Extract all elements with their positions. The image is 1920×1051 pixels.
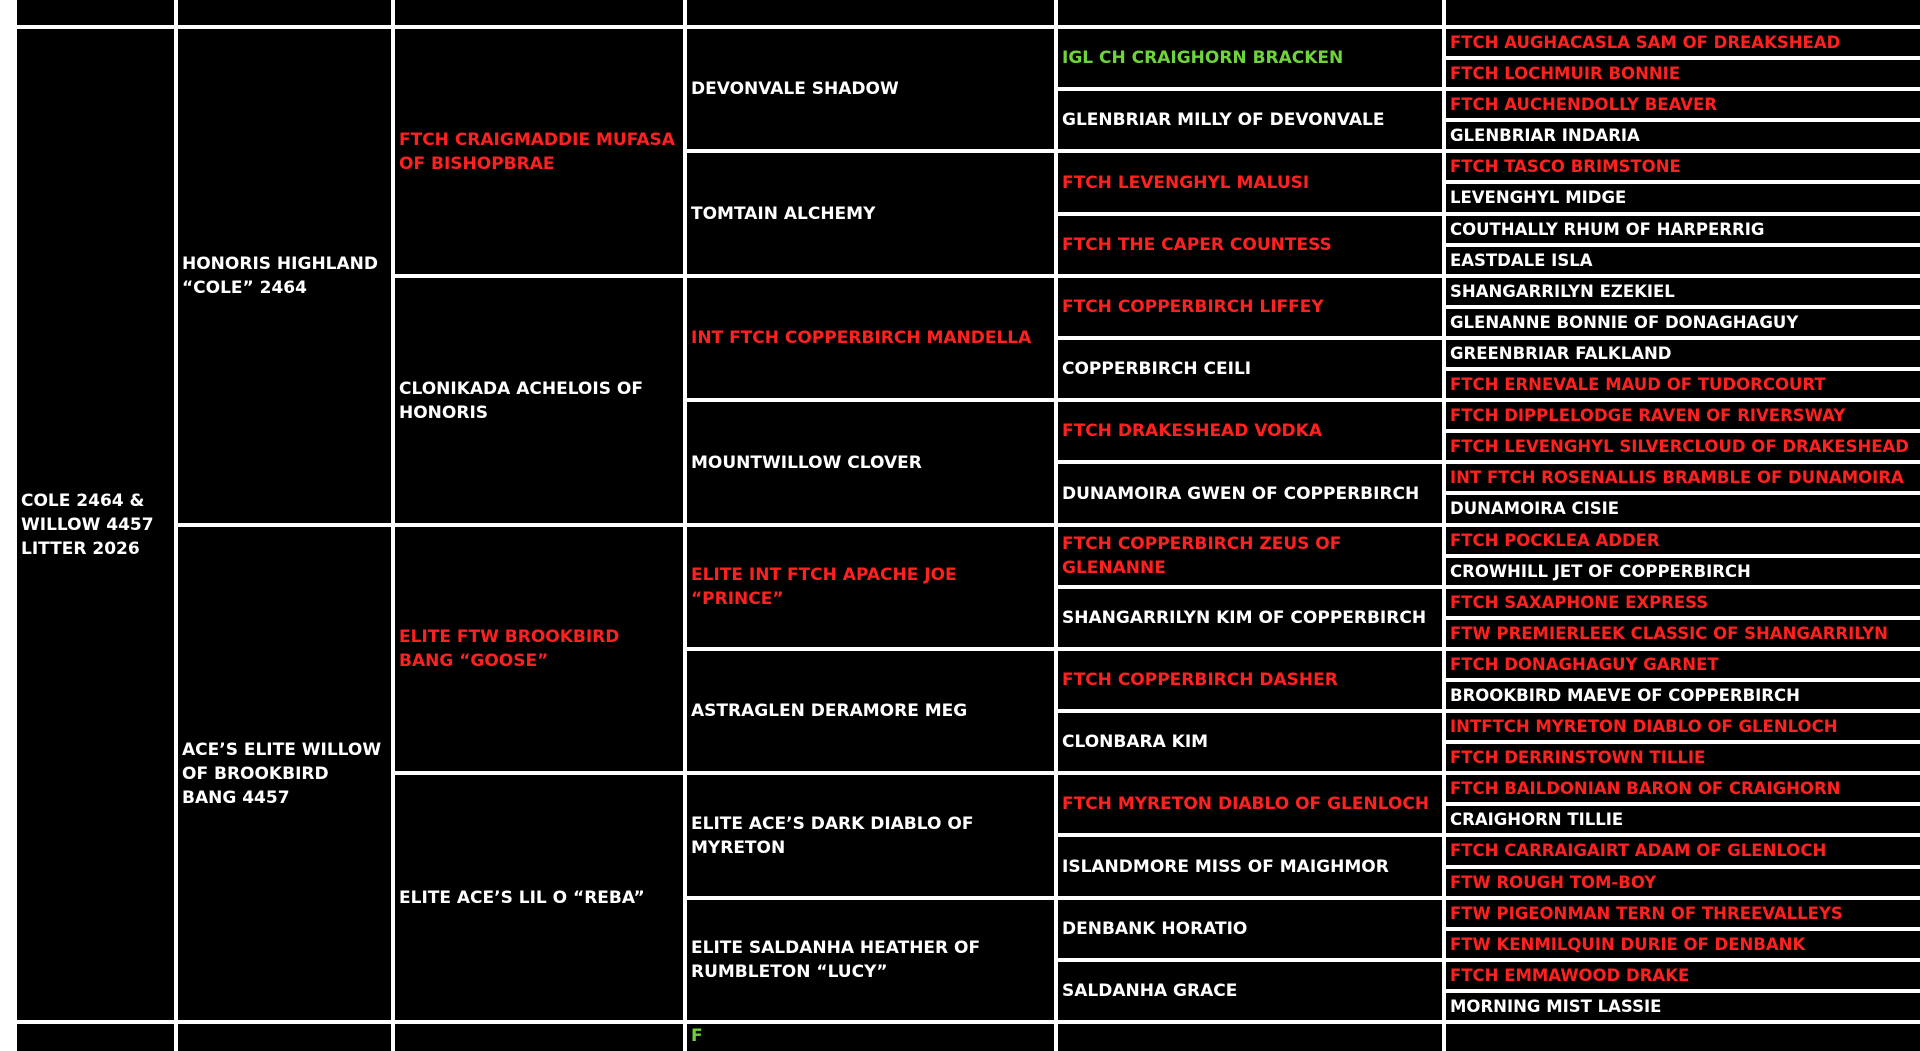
generation-4-cell	[1058, 91, 1442, 149]
generation-4-cell	[1058, 29, 1442, 87]
dog-name: INTFTCH MYRETON DIABLO OF GLENLOCH	[1450, 716, 1838, 736]
generation-1-cell	[178, 29, 391, 523]
generation-4-cell	[1058, 464, 1442, 523]
dog-name: FTCH AUGHACASLA SAM OF DREAKSHEAD	[1450, 32, 1841, 52]
dog-name: FTCH MYRETON DIABLO OF GLENLOCH	[1062, 794, 1430, 814]
generation-5-cell	[1446, 651, 1920, 678]
dog-name: FTCH COPPERBIRCH ZEUS OF GLENANNE	[1062, 534, 1342, 578]
generation-4-cell	[1058, 651, 1442, 709]
generation-5-cell	[1446, 247, 1920, 274]
dog-name: ELITE FTW BROOKBIRD BANG “GOOSE”	[399, 627, 620, 671]
dog-name: CLONBARA KIM	[1062, 732, 1209, 752]
dog-name: ELITE INT FTCH APACHE JOE “PRINCE”	[691, 565, 957, 609]
bottom-partial-label: F	[691, 1026, 703, 1046]
dog-name: FTCH THE CAPER COUNTESS	[1062, 235, 1332, 255]
dog-name: MORNING MIST LASSIE	[1450, 996, 1662, 1016]
dog-name: ELITE SALDANHA HEATHER OF RUMBLETON “LUCY”	[691, 938, 981, 982]
generation-5-cell	[1446, 278, 1920, 305]
dog-name: CLONIKADA ACHELOIS OF HONORIS	[399, 378, 643, 423]
generation-5-cell	[1446, 340, 1920, 367]
dog-name: HONORIS HIGHLAND “COLE” 2464	[182, 254, 378, 298]
generation-3-cell	[687, 900, 1054, 1020]
dog-name: SALDANHA GRACE	[1062, 981, 1238, 1001]
generation-5-cell	[1446, 464, 1920, 491]
dog-name: FTCH BAILDONIAN BARON OF CRAIGHORN	[1450, 778, 1841, 798]
generation-4-cell	[1058, 153, 1442, 212]
generation-2-cell	[395, 775, 683, 1020]
generation-5-cell	[1446, 900, 1920, 927]
dog-name: FTCH LEVENGHYL MALUSI	[1062, 172, 1310, 193]
generation-5-cell	[1446, 620, 1920, 647]
dog-name: FTCH COPPERBIRCH DASHER	[1062, 670, 1338, 690]
generation-5-cell	[1446, 122, 1920, 149]
bottom-partial-cell	[687, 1024, 1054, 1051]
dog-name: IGL CH CRAIGHORN BRACKEN	[1062, 48, 1344, 68]
generation-4-cell	[1058, 340, 1442, 398]
generation-5-cell	[1446, 558, 1920, 585]
bottom-partial-cell	[395, 1024, 683, 1051]
dog-name: MOUNTWILLOW CLOVER	[691, 452, 922, 473]
generation-5-cell	[1446, 589, 1920, 616]
generation-3-cell	[687, 402, 1054, 523]
dog-name: LEVENGHYL MIDGE	[1450, 188, 1627, 207]
bottom-partial-cell	[1446, 1024, 1920, 1051]
bottom-partial-cell	[17, 1024, 174, 1051]
generation-5-cell	[1446, 153, 1920, 180]
top-partial-cell	[687, 0, 1054, 25]
generation-4-cell	[1058, 713, 1442, 771]
dog-name: COUTHALLY RHUM OF HARPERRIG	[1450, 219, 1765, 239]
dog-name: FTCH DIPPLELODGE RAVEN OF RIVERSWAY	[1450, 405, 1846, 425]
dog-name: EASTDALE ISLA	[1450, 250, 1593, 270]
dog-name: ACE’S ELITE WILLOW OF BROOKBIRD BANG 4457	[182, 739, 382, 808]
dog-name: SHANGARRILYN EZEKIEL	[1450, 281, 1675, 301]
generation-4-cell	[1058, 962, 1442, 1020]
dog-name: GLENBRIAR MILLY OF DEVONVALE	[1062, 110, 1385, 130]
generation-5-cell	[1446, 962, 1920, 989]
dog-name: GLENANNE BONNIE OF DONAGHAGUY	[1450, 312, 1799, 332]
dog-name: FTCH TASCO BRIMSTONE	[1450, 156, 1681, 176]
dog-name: DENBANK HORATIO	[1062, 919, 1248, 939]
top-partial-cell	[1446, 0, 1920, 25]
generation-5-cell	[1446, 216, 1920, 243]
dog-name: FTCH COPPERBIRCH LIFFEY	[1062, 297, 1324, 317]
generation-2-cell	[395, 527, 683, 771]
generation-2-cell	[395, 278, 683, 523]
dog-name: ISLANDMORE MISS OF MAIGHMOR	[1062, 856, 1389, 877]
dog-name: FTW PIGEONMAN TERN OF THREEVALLEYS	[1450, 903, 1843, 923]
generation-3-cell	[687, 278, 1054, 398]
dog-name: FTCH POCKLEA ADDER	[1450, 530, 1660, 550]
top-partial-cell	[1058, 0, 1442, 25]
dog-name: FTW PREMIERLEEK CLASSIC OF SHANGARRILYN	[1450, 623, 1888, 643]
generation-4-cell	[1058, 527, 1442, 585]
dog-name: INT FTCH COPPERBIRCH MANDELLA	[691, 328, 1032, 348]
root-label: COLE 2464 & WILLOW 4457 LITTER 2026	[21, 490, 154, 559]
generation-5-cell	[1446, 713, 1920, 740]
generation-4-cell	[1058, 402, 1442, 460]
generation-5-cell	[1446, 744, 1920, 771]
generation-4-cell	[1058, 775, 1442, 833]
generation-4-cell	[1058, 837, 1442, 896]
generation-3-cell	[687, 651, 1054, 771]
generation-3-cell	[687, 29, 1054, 149]
dog-name: FTCH SAXAPHONE EXPRESS	[1450, 592, 1709, 612]
dog-name: FTCH LEVENGHYL SILVERCLOUD OF DRAKESHEAD	[1450, 436, 1909, 456]
dog-name: DEVONVALE SHADOW	[691, 79, 899, 99]
generation-3-cell	[687, 527, 1054, 647]
bottom-partial-cell	[178, 1024, 391, 1051]
generation-5-cell	[1446, 371, 1920, 398]
generation-5-cell	[1446, 495, 1920, 523]
dog-name: FTW KENMILQUIN DURIE OF DENBANK	[1450, 934, 1806, 954]
top-partial-cell	[178, 0, 391, 25]
dog-name: BROOKBIRD MAEVE OF COPPERBIRCH	[1450, 685, 1800, 705]
dog-name: INT FTCH ROSENALLIS BRAMBLE OF DUNAMOIRA	[1450, 467, 1904, 487]
generation-4-cell	[1058, 216, 1442, 274]
dog-name: ELITE ACE’S DARK DIABLO OF MYRETON	[691, 813, 974, 858]
dog-name: FTCH DRAKESHEAD VODKA	[1062, 421, 1322, 441]
dog-name: CROWHILL JET OF COPPERBIRCH	[1450, 561, 1751, 581]
dog-name: FTCH EMMAWOOD DRAKE	[1450, 965, 1690, 985]
generation-2-cell	[395, 29, 683, 274]
dog-name: FTCH CRAIGMADDIE MUFASA OF BISHOPBRAE	[399, 129, 675, 174]
dog-name: FTCH LOCHMUIR BONNIE	[1450, 63, 1681, 83]
dog-name: FTCH ERNEVALE MAUD OF TUDORCOURT	[1450, 374, 1826, 394]
dog-name: COPPERBIRCH CEILI	[1062, 359, 1252, 379]
dog-name: SHANGARRILYN KIM OF COPPERBIRCH	[1062, 608, 1427, 628]
dog-name: ASTRAGLEN DERAMORE MEG	[691, 701, 968, 721]
generation-3-cell	[687, 153, 1054, 274]
dog-name: GLENBRIAR INDARIA	[1450, 125, 1640, 145]
top-partial-cell	[395, 0, 683, 25]
dog-name: FTCH AUCHENDOLLY BEAVER	[1450, 94, 1717, 114]
generation-4-cell	[1058, 589, 1442, 647]
generation-4-cell	[1058, 278, 1442, 336]
generation-5-cell	[1446, 993, 1920, 1020]
generation-5-cell	[1446, 60, 1920, 87]
dog-name: FTW ROUGH TOM-BOY	[1450, 872, 1657, 892]
dog-name: FTCH DONAGHAGUY GARNET	[1450, 654, 1719, 674]
generation-5-cell	[1446, 527, 1920, 554]
dog-name: TOMTAIN ALCHEMY	[691, 203, 876, 224]
dog-name: ELITE ACE’S LIL O “REBA”	[399, 887, 645, 908]
generation-5-cell	[1446, 309, 1920, 336]
dog-name: DUNAMOIRA CISIE	[1450, 499, 1620, 518]
dog-name: FTCH DERRINSTOWN TILLIE	[1450, 747, 1706, 767]
dog-name: FTCH CARRAIGAIRT ADAM OF GLENLOCH	[1450, 841, 1827, 860]
generation-4-cell	[1058, 900, 1442, 958]
dog-name: GREENBRIAR FALKLAND	[1450, 343, 1672, 363]
generation-1-cell	[178, 527, 391, 1020]
dog-name: DUNAMOIRA GWEN OF COPPERBIRCH	[1062, 483, 1420, 504]
generation-5-cell	[1446, 29, 1920, 56]
generation-5-cell	[1446, 775, 1920, 802]
generation-5-cell	[1446, 682, 1920, 709]
generation-5-cell	[1446, 806, 1920, 833]
bottom-partial-cell	[1058, 1024, 1442, 1051]
generation-5-cell	[1446, 433, 1920, 460]
top-partial-cell	[17, 0, 174, 25]
generation-5-cell	[1446, 91, 1920, 118]
pedigree-root-cell	[17, 29, 174, 1020]
dog-name: CRAIGHORN TILLIE	[1450, 809, 1624, 829]
generation-5-cell	[1446, 184, 1920, 212]
generation-3-cell	[687, 775, 1054, 896]
generation-5-cell	[1446, 931, 1920, 958]
generation-5-cell	[1446, 402, 1920, 429]
generation-5-cell	[1446, 837, 1920, 865]
generation-5-cell	[1446, 869, 1920, 896]
